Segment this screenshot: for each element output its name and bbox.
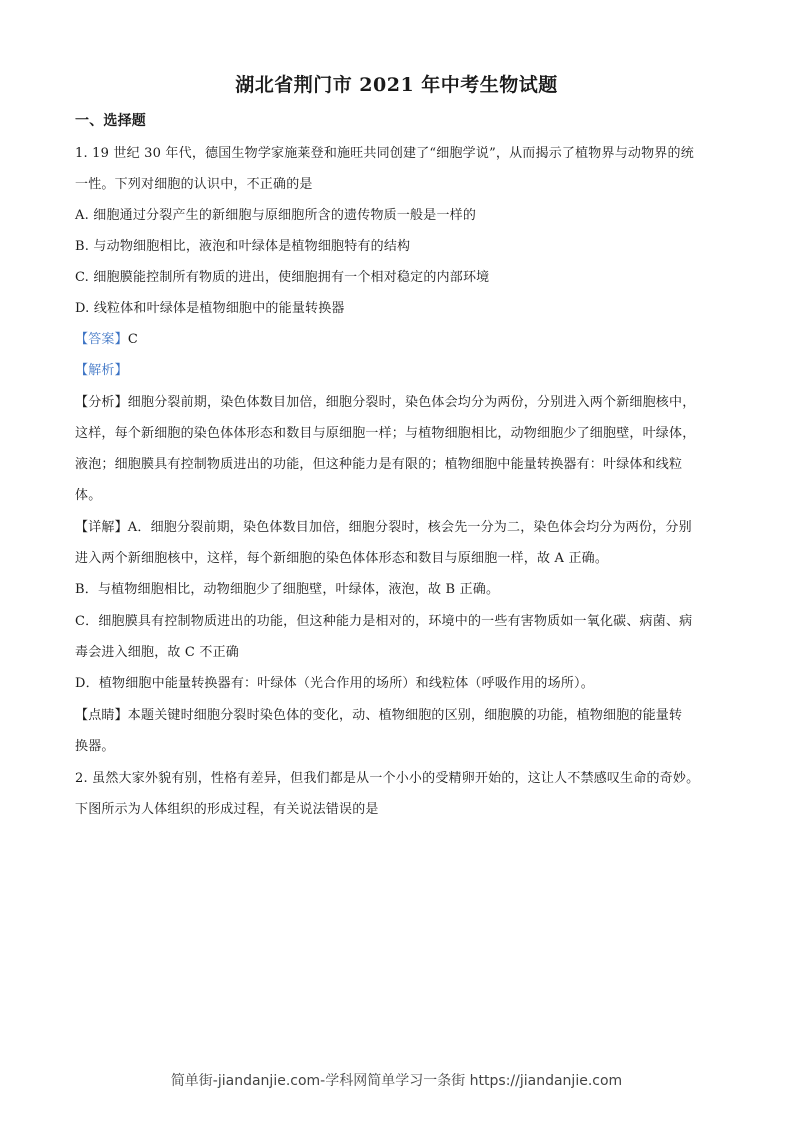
- dianjing-line-1: 【点睛】本题关键时细胞分裂时染色体的变化，动、植物细胞的区别，细胞膜的功能，植物细胞的能量转: [75, 708, 683, 723]
- q1-option-b: B. 与动物细胞相比，液泡和叶绿体是植物细胞特有的结构: [75, 239, 411, 254]
- answer-tag: 【答案】: [75, 332, 128, 347]
- footer-source-link[interactable]: 简单街-jiandanjie.com-学科网简单学习一条街 https://jiandanjie.com: [170, 1073, 623, 1089]
- xiangjie-line-2: 进入两个新细胞核中，这样，每个新细胞的染色体体形态和数目与原细胞一样，故 A 正确。: [75, 551, 609, 566]
- q2-stem-line-1: 2. 虽然大家外貌有别，性格有差异，但我们都是从一个小小的受精卵开始的，这让人不禁感叹生命的奇妙。: [75, 771, 700, 786]
- dianjing-line-2: 换器。: [75, 739, 115, 754]
- fenxi-line-1: 【分析】细胞分裂前期，染色体数目加倍，细胞分裂时，染色体会均分为两份，分别进入两个新细胞核中，: [75, 395, 696, 410]
- q2-stem-line-2: 下图所示为人体组织的形成过程，有关说法错误的是: [75, 802, 379, 817]
- xiangjie-b: B．与植物细胞相比，动物细胞少了细胞壁，叶绿体，液泡，故 B 正确。: [75, 582, 500, 597]
- q1-stem-line-2: 一性。下列对细胞的认识中，不正确的是: [75, 177, 313, 192]
- section-heading: 一、选择题: [75, 113, 146, 129]
- analysis-tag: 【解析】: [75, 363, 128, 378]
- fenxi-line-2: 这样，每个新细胞的染色体体形态和数目与原细胞一样；与植物细胞相比，动物细胞少了细胞壁，叶绿体，: [75, 426, 696, 441]
- xiangjie-c-line-1: C．细胞膜具有控制物质进出的功能，但这种能力是相对的，环境中的一些有害物质如一氧化碳、病菌、病: [75, 614, 693, 629]
- answer-value: C: [127, 332, 138, 347]
- q1-answer: [75, 328, 138, 347]
- xiangjie-d: D．植物细胞中能量转换器有：叶绿体（光合作用的场所）和线粒体（呼吸作用的场所）。: [75, 676, 594, 691]
- fenxi-line-3: 液泡；细胞膜具有控制物质进出的功能，但这种能力是有限的；植物细胞中能量转换器有：叶绿体和线粒: [75, 457, 683, 472]
- page-title: 湖北省荆门市 2021 年中考生物试题: [235, 74, 558, 96]
- q1-stem-line-1: 1. 19 世纪 30 年代，德国生物学家施莱登和施旺共同创建了“细胞学说”，从而揭示了植物界与动物界的统: [75, 146, 694, 161]
- xiangjie-c-line-2: 毒会进入细胞，故 C 不正确: [75, 645, 240, 660]
- fenxi-line-4: 体。: [75, 488, 102, 503]
- q1-option-c: C. 细胞膜能控制所有物质的进出，使细胞拥有一个相对稳定的内部环境: [75, 270, 490, 285]
- xiangjie-line-1: 【详解】A．细胞分裂前期，染色体数目加倍，细胞分裂时，核会先一分为二，染色体会均分为两份，分别: [75, 520, 692, 535]
- q1-option-d: D. 线粒体和叶绿体是植物细胞中的能量转换器: [75, 301, 345, 316]
- q1-option-a: A. 细胞通过分裂产生的新细胞与原细胞所含的遗传物质一般是一样的: [75, 208, 477, 223]
